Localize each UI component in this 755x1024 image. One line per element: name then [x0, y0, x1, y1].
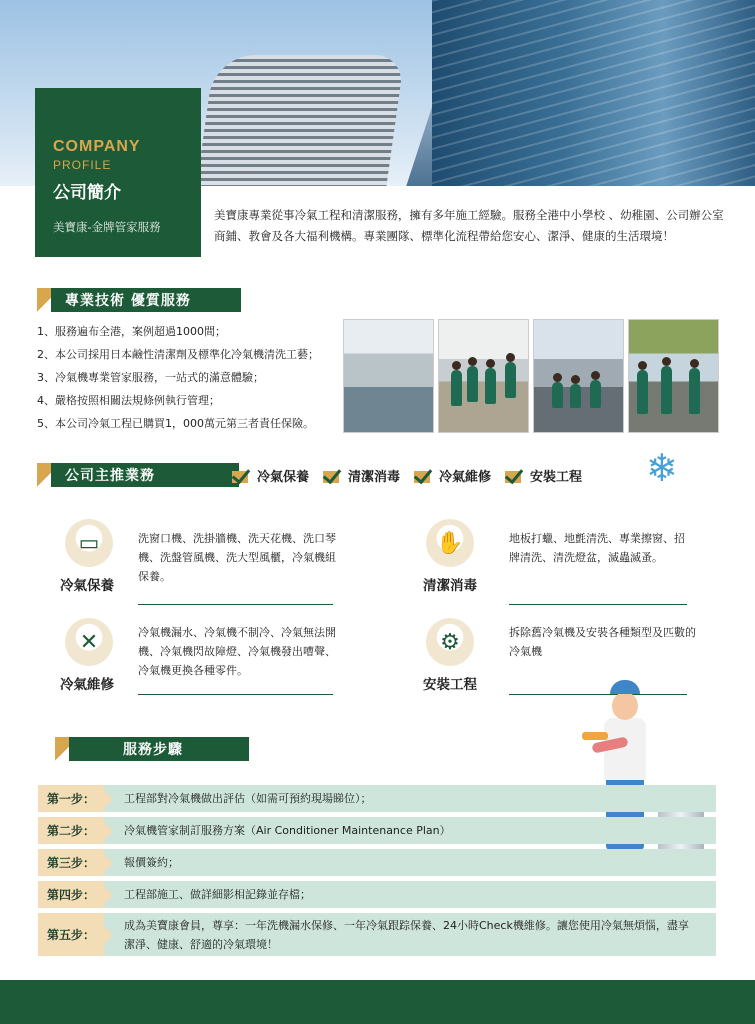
tech-list	[37, 320, 319, 435]
tools-icon: ✕	[65, 618, 113, 666]
check-item: 安裝工程	[505, 466, 582, 485]
check-item: 冷氣維修	[414, 466, 491, 485]
step-text: 工程部施工、做詳細影相記錄並存檔；	[124, 888, 311, 901]
photo-team-walking	[628, 319, 719, 433]
service-title: 冷氣維修	[60, 677, 114, 693]
list-item: 5、本公司冷氣工程已購買1，000萬元第三者責任保險。	[37, 417, 314, 430]
section-title: 專業技術 優質服務	[51, 288, 241, 312]
list-item: 1、服務遍布全港，案例超過1000間；	[37, 325, 226, 338]
step-row	[38, 881, 716, 908]
profile-title-zh: 公司簡介	[53, 183, 121, 203]
step-text: 冷氣機管家制訂服務方案（Air Conditioner Maintenance Plan）	[124, 824, 451, 837]
snowflake-icon: ❄	[646, 446, 678, 490]
step-row	[38, 913, 716, 956]
step-text: 工程部對冷氣機做出評估（如需可預約現場睇位）；	[124, 792, 372, 805]
divider	[138, 694, 333, 695]
step-text: 成為美寶康會員，尊享：一年洗機漏水保修、一年冷氣跟踪保養、24小時Check機維修。讓您使用冷氣無煩惱，盡享潔淨、健康、舒適的冷氣環境！	[124, 918, 689, 951]
service-title: 安裝工程	[423, 677, 477, 693]
photo-team-street	[533, 319, 624, 433]
service-title: 清潔消毒	[423, 578, 477, 594]
building-image-right	[432, 0, 755, 186]
list-item: 2、本公司採用日本鹼性清潔劑及標準化冷氣機清洗工藝；	[37, 348, 319, 361]
step-row	[38, 849, 716, 876]
check-icon	[323, 468, 343, 484]
footer-bar	[0, 980, 755, 1024]
service-title: 冷氣保養	[60, 578, 114, 594]
check-icon	[505, 468, 525, 484]
profile-title-en-2: PROFILE	[53, 158, 112, 172]
cleaning-icon: ✋	[426, 519, 474, 567]
photo-office	[343, 319, 434, 433]
step-text: 報價簽約；	[124, 856, 179, 869]
check-icon	[232, 468, 252, 484]
service-desc: 冷氣機漏水、冷氣機不制冷、冷氣無法開機、冷氣機閃故障燈、冷氣機發出嘈聲、冷氣機更換各種零件。	[138, 626, 336, 677]
service-desc: 地板打蠟、地氈清洗、專業擦窗、招牌清洗、清洗燈盆，滅蟲滅蚤。	[509, 532, 685, 564]
step-label: 第一步：	[38, 785, 104, 812]
list-item: 4、嚴格按照相關法規條例執行管理；	[37, 394, 220, 407]
service-desc: 拆除舊冷氣機及安裝各種類型及匹數的冷氣機	[509, 626, 696, 658]
step-row	[38, 817, 716, 844]
spray-tool-icon	[582, 732, 608, 740]
step-row	[38, 785, 716, 812]
section-heading-tech	[37, 288, 241, 312]
profile-subtitle: 美寶康-金牌管家服務	[53, 220, 161, 234]
list-item: 3、冷氣機專業管家服務，一站式的滿意體驗；	[37, 371, 264, 384]
photo-team-indoor	[438, 319, 529, 433]
photo-gallery	[343, 319, 719, 433]
service-checklist	[232, 466, 582, 485]
section-title: 服務步驟	[69, 737, 249, 761]
step-label: 第五步：	[38, 913, 104, 956]
step-label: 第二步：	[38, 817, 104, 844]
gear-icon: ⚙	[426, 618, 474, 666]
section-heading-steps	[55, 737, 249, 761]
aircon-icon: ▭	[65, 519, 113, 567]
section-title: 公司主推業務	[51, 463, 239, 487]
section-heading-business	[37, 463, 239, 487]
company-profile-box	[35, 88, 201, 257]
step-label: 第四步：	[38, 881, 104, 908]
building-image-left	[195, 55, 405, 186]
company-intro: 美寶康專業從事冷氣工程和清潔服務，擁有多年施工經驗。服務全港中小學校 、幼稚園、公司辦公室商鋪、教會及各大福利機構。專業團隊、標準化流程帶給您安心、潔淨、健康的生活環境！	[214, 208, 724, 243]
step-label: 第三步：	[38, 849, 104, 876]
divider	[138, 604, 333, 605]
check-icon	[414, 468, 434, 484]
service-desc: 洗窗口機、洗掛牆機、洗天花機、洗口琴機、洗盤管風機、洗大型風櫃，冷氣機組保養。	[138, 532, 336, 583]
check-item: 清潔消毒	[323, 466, 400, 485]
profile-title-en: COMPANY	[53, 138, 141, 155]
check-item: 冷氣保養	[232, 466, 309, 485]
divider	[509, 604, 687, 605]
